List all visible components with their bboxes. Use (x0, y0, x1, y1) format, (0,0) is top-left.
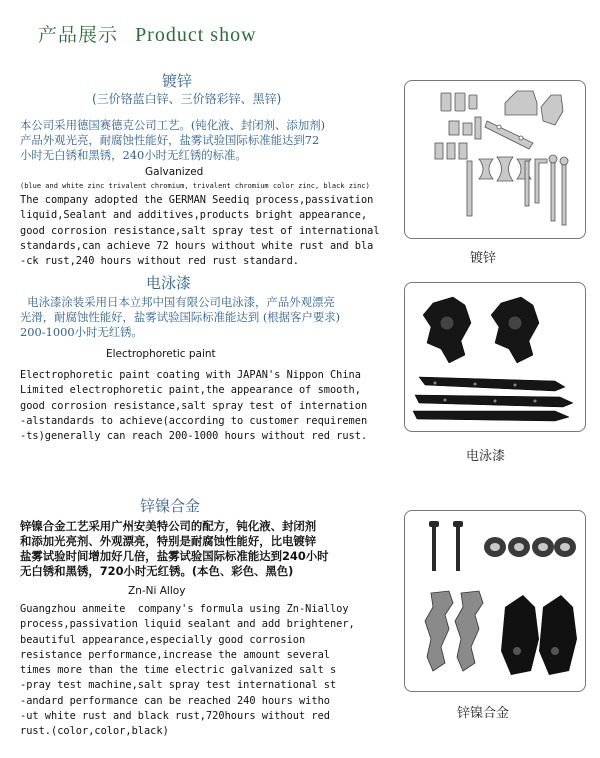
znni-parts-illustration (405, 511, 585, 691)
text-line: good corrosion resistance,salt spray test of internation (20, 399, 368, 412)
text-line: process,passivation liquid sealant and add brightener, (20, 618, 355, 631)
text-line: -ut white rust and black rust,720hours without red (20, 710, 330, 723)
text-line: -andard performance can be reached 240 hours witho (20, 694, 330, 707)
text-line: beautiful appearance,especially good corrosion (20, 633, 306, 646)
text-line: Limited electrophoretic paint,the appearance of smooth, (20, 384, 361, 397)
text-line: 盐雾试验时间增加好几倍，盐雾试验国际标准能达到240小时 (20, 549, 329, 563)
text-line: -ts)generally can reach 200-1000 hours without red rust. (20, 430, 368, 443)
electro-caption: 电泳漆 (466, 449, 506, 464)
text-line: -alstandards to achieve(according to customer requiremen (20, 414, 368, 427)
text-line: 锌镍合金工艺采用广州安美特公司的配方，钝化液、封闭剂 (20, 519, 317, 533)
znni-en-title: Zn-Ni Alloy (128, 585, 186, 597)
text-line: rust.(color,color,black) (20, 725, 169, 738)
text-line: liquid,Sealant and additives,products bright appearance, (20, 209, 368, 222)
galvanized-caption: 镀锌 (470, 251, 497, 266)
text-line: good corrosion resistance,salt spray test of international (20, 224, 380, 237)
text-line: 电泳漆涂装采用日本立邦中国有限公司电泳漆，产品外观漂亮 (20, 295, 335, 309)
text-line: 无白锈和黑锈，720小时无红锈。(本色、彩色、黑色) (20, 564, 294, 578)
text-line: 小时无白锈和黑锈，240小时无红锈的标准。 (20, 148, 247, 162)
text-line: -pray test machine,salt spray test international st (20, 679, 337, 692)
galvanized-product-photo (404, 80, 586, 239)
galvanized-cn-text (20, 118, 325, 163)
header-title-cn: 产品展示 (38, 24, 119, 46)
znni-cn-text (20, 519, 329, 579)
text-line: 200-1000小时无红锈。 (20, 325, 143, 339)
galvanized-subtitle: (三价铬蓝白锌、三价铬彩锌、黑锌) (92, 92, 282, 106)
galvanized-en-text (20, 193, 380, 269)
text-line: The company adopted the GERMAN Seediq process,passivation (20, 194, 374, 206)
text-line: times more than the time electric galvanized salt s (20, 664, 337, 677)
text-line: 本公司采用德国赛德克公司工艺。(钝化液、封闭剂、添加剂) (20, 118, 326, 132)
page-header (38, 20, 257, 47)
galvanized-parts-illustration (405, 81, 585, 238)
electro-title: 电泳漆 (146, 274, 192, 292)
znni-title: 锌镍合金 (140, 497, 201, 515)
znni-en-text (20, 602, 355, 740)
electro-cn-text (20, 295, 340, 340)
galvanized-en-subtitle: (blue and white zinc trivalent chromium, trivalent chromium color zinc, black zinc) (20, 182, 370, 190)
text-line: 和添加光亮剂、外观漂亮，特别是耐腐蚀性能好，比电镀锌 (20, 534, 317, 548)
galvanized-title: 镀锌 (162, 72, 193, 90)
text-line: standards,can achieve 72 hours without white rust and bla (20, 239, 374, 252)
electro-en-title: Electrophoretic paint (106, 348, 216, 360)
text-line: 光滑，耐腐蚀性能好，盐雾试验国际标准能达到 (根据客户要求) (20, 310, 341, 324)
header-title-en: Product show (135, 24, 257, 46)
text-line: -ck rust,240 hours without red rust standard. (20, 255, 299, 268)
electro-product-photo (404, 282, 586, 432)
text-line: Guangzhou anmeite company's formula using Zn-Nialloy (20, 603, 349, 615)
text-line: Electrophoretic paint coating with JAPAN's Nippon China (20, 369, 361, 381)
znni-caption: 锌镍合金 (457, 706, 510, 721)
galvanized-en-title: Galvanized (145, 166, 204, 178)
electro-parts-illustration (405, 283, 585, 431)
text-line: 产品外观光亮，耐腐蚀性能好，盐雾试验国际标准能达到72 (20, 133, 320, 147)
electro-en-text (20, 368, 367, 444)
text-line: resistance performance,increase the amount several (20, 648, 330, 661)
znni-product-photo (404, 510, 586, 692)
